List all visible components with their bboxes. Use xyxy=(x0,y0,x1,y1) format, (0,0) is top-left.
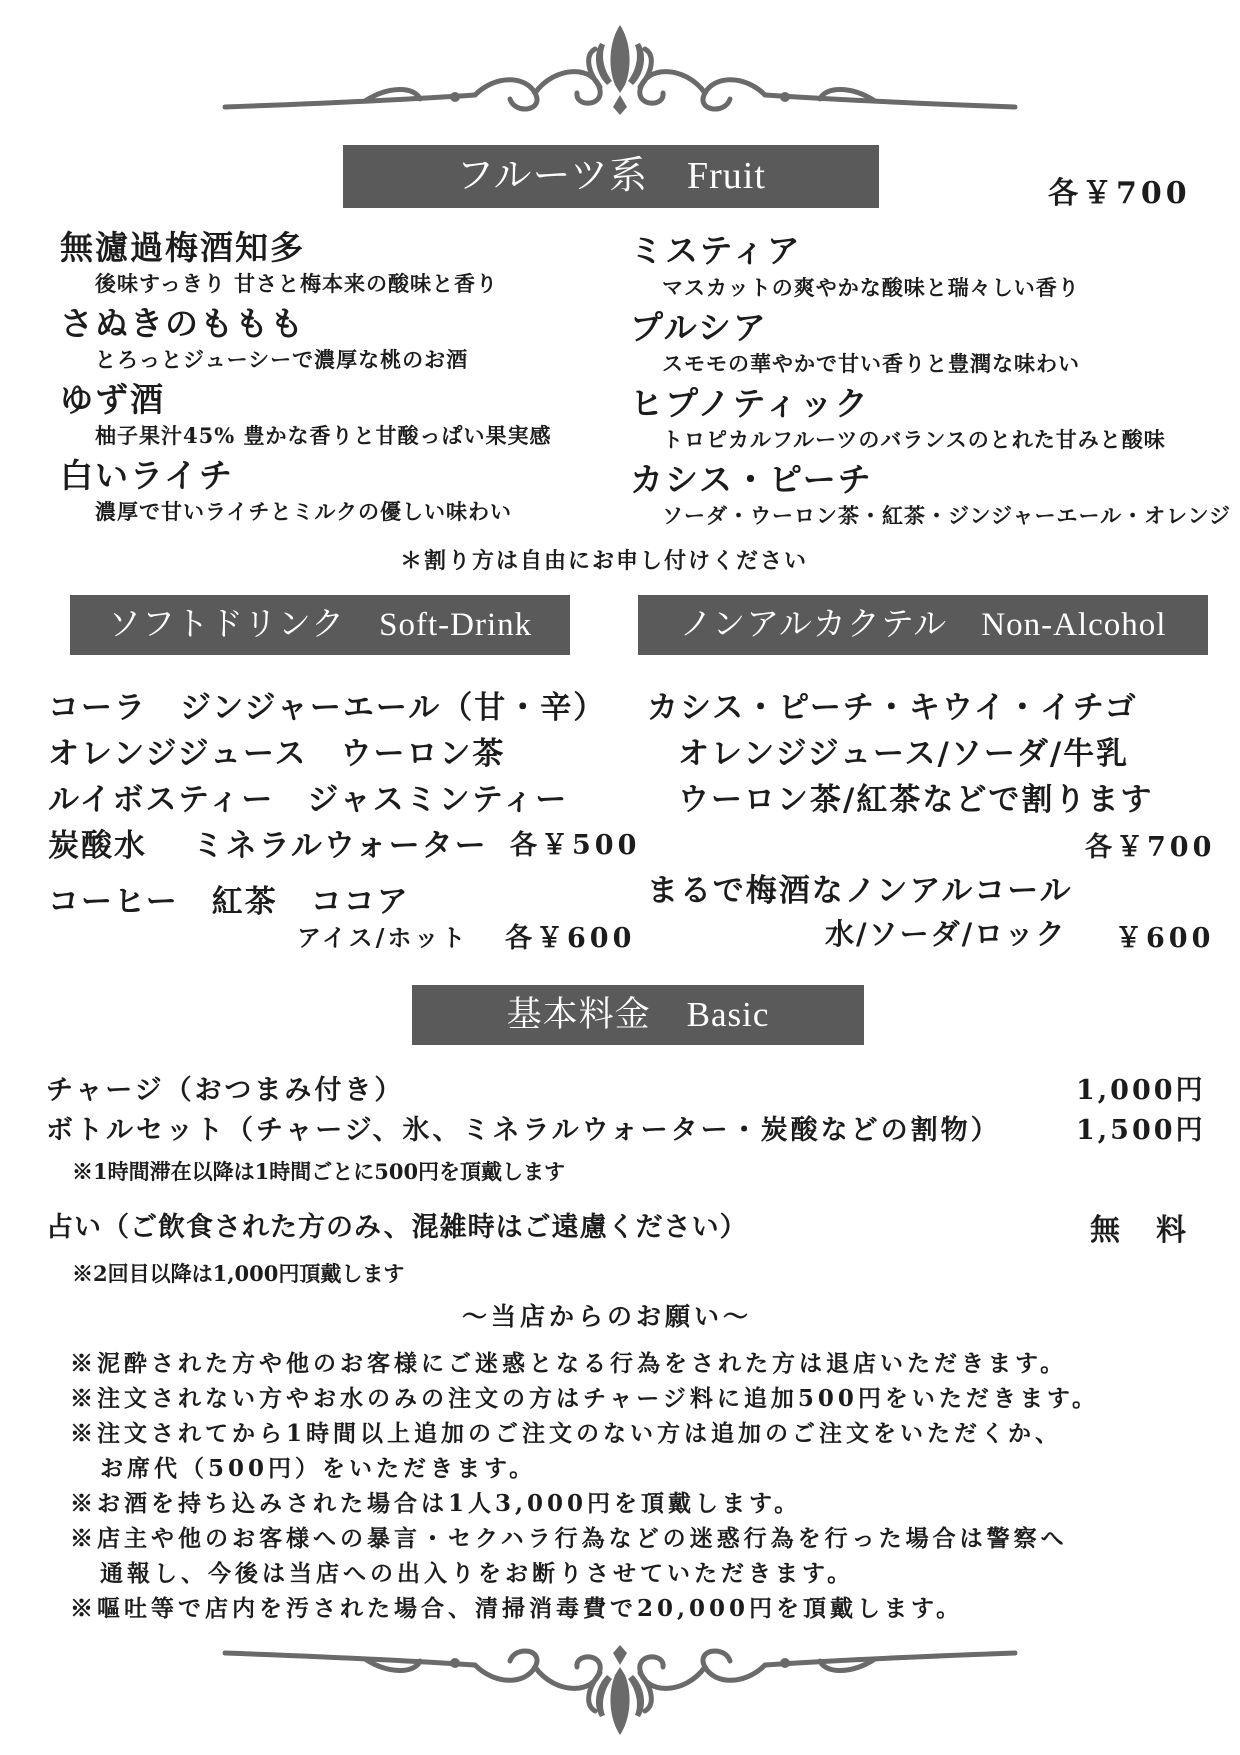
fruit-item-name: ヒプノティック xyxy=(630,384,870,423)
nonalc-serve-line: 水/ソーダ/ロック xyxy=(825,917,1067,951)
soft-coffee-line: コーヒー 紅茶 ココア xyxy=(48,884,410,920)
soft-line: オレンジジュース ウーロン茶 xyxy=(48,736,506,772)
nonalc-umeshu-line: まるで梅酒なノンアルコール xyxy=(647,873,1073,909)
bottom-ornament xyxy=(215,1635,1025,1745)
fruit-item-name: カシス・ピーチ xyxy=(630,460,873,499)
rules-title: ～当店からのお願い～ xyxy=(462,1302,753,1331)
fruit-item-desc: 柚子果汁45% 豊かな香りと甘酸っぱい果実感 xyxy=(95,423,552,448)
fruit-item-name: 無濾過梅酒知多 xyxy=(60,228,305,267)
fruit-item-desc: 後味すっきり 甘さと梅本来の酸味と香り xyxy=(95,271,499,296)
rules-line: ※注文されてから1時間以上追加のご注文のない方は追加のご注文をいただくか、 xyxy=(70,1420,1063,1447)
fruit-item-desc: とろっとジューシーで濃厚な桃のお酒 xyxy=(95,347,469,372)
rules-line: ※泥酔された方や他のお客様にご迷惑となる行為をされた方は退店いただきます。 xyxy=(70,1350,1068,1377)
fruit-item-desc: トロピカルフルーツのバランスのとれた甘みと酸味 xyxy=(662,427,1166,452)
fruit-price: 各￥700 xyxy=(1048,176,1191,211)
rules-line: ※店主や他のお客様への暴言・セクハラ行為などの迷惑行為を行った場合は警察へ xyxy=(70,1525,1068,1552)
soft-banner xyxy=(70,595,570,655)
top-ornament xyxy=(215,15,1025,125)
fruit-item-name: プルシア xyxy=(630,308,768,347)
fortune-price: 無 料 xyxy=(1090,1213,1189,1248)
soft-line: ルイボスティー ジャスミンティー xyxy=(48,782,569,818)
basic-title: 基本料金 Basic xyxy=(506,995,770,1034)
fruit-item-desc: 濃厚で甘いライチとミルクの優しい味わい xyxy=(95,499,512,524)
charge-price: 1,000円 xyxy=(1076,1075,1206,1106)
nonalc-price-700: 各￥700 xyxy=(1085,832,1216,863)
rules-line: 通報し、今後は当店への出入りをお断りさせていただきます。 xyxy=(100,1560,855,1587)
nonalc-line: ウーロン茶/紅茶などで割ります xyxy=(678,782,1154,818)
fruit-item-name: ミスティア xyxy=(630,231,802,270)
charge-label: チャージ（おつまみ付き） xyxy=(46,1075,405,1106)
soft-ice-hot: アイス/ホット xyxy=(297,923,469,952)
rules-line: ※注文されない方やお水のみの注文の方はチャージ料に追加500円をいただきます。 xyxy=(70,1385,1100,1412)
nonalc-price-600: ￥600 xyxy=(1115,923,1215,954)
fruit-note: ＊割り方は自由にお申し付けください xyxy=(400,548,809,574)
fruit-item-desc: スモモの華やかで甘い香りと豊潤な味わい xyxy=(662,351,1080,376)
soft-price-600: 各￥600 xyxy=(505,923,636,954)
fruit-banner xyxy=(343,145,879,208)
fortune-label: 占い（ご飲食された方のみ、混雑時はご遠慮ください） xyxy=(46,1212,748,1243)
soft-line: コーラ ジンジャーエール（甘・辛） xyxy=(48,690,607,726)
bottle-label: ボトルセット（チャージ、氷、ミネラルウォーター・炭酸などの割物） xyxy=(46,1115,1001,1146)
soft-price-500: 各￥500 xyxy=(510,830,641,861)
nonalc-title: ノンアルカクテル Non-Alcohol xyxy=(679,607,1167,643)
soft-line: 炭酸水 ミネラルウォーター xyxy=(48,828,488,864)
fruit-title: フルーツ系 Fruit xyxy=(456,155,766,197)
fortune-note: ※2回目以降は1,000円頂戴します xyxy=(72,1261,405,1286)
rules-line: お席代（500円）をいただきます。 xyxy=(100,1455,537,1482)
nonalc-line: オレンジジュース/ソーダ/牛乳 xyxy=(678,736,1130,772)
soft-title: ソフトドリンク Soft-Drink xyxy=(107,607,533,643)
fruit-item-desc: マスカットの爽やかな酸味と瑞々しい香り xyxy=(662,275,1080,300)
fruit-item-name: 白いライチ xyxy=(60,456,235,495)
rules-line: ※嘔吐等で店内を汚された場合、清掃消毒費で20,000円を頂戴します。 xyxy=(70,1595,964,1622)
fruit-item-name: ゆず酒 xyxy=(60,380,165,419)
nonalc-banner xyxy=(638,595,1208,655)
bottle-price: 1,500円 xyxy=(1076,1115,1206,1146)
fruit-item-desc: ソーダ・ウーロン茶・紅茶・ジンジャーエール・オレンジ xyxy=(662,503,1232,528)
fruit-item-name: さぬきのももも xyxy=(60,304,305,343)
charge-note: ※1時間滞在以降は1時間ごとに500円を頂戴します xyxy=(72,1159,566,1184)
nonalc-line: カシス・ピーチ・キウイ・イチゴ xyxy=(647,690,1138,726)
basic-banner xyxy=(412,985,864,1045)
rules-line: ※お酒を持ち込みされた場合は1人3,000円を頂戴します。 xyxy=(70,1490,802,1517)
